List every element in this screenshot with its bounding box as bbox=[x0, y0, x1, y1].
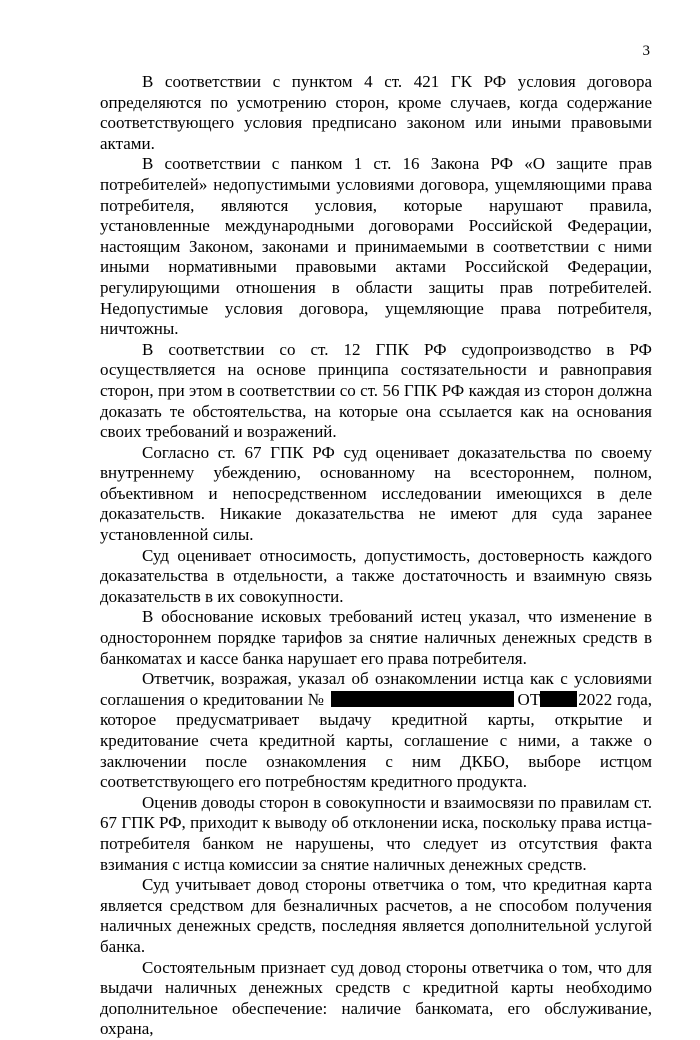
paragraph-consumer-rights-law: В соответствии с панком 1 ст. 16 Закона РФ «О защите прав потребителей» недопустимыми условиями договора, ущемляющими права потребителя, являются условия, которые нарушают правила, установленные международными договорами Российской Федерации, настоящим Законом, законами и принимаемыми в соответствии с ними иными нормативными правовыми актами Российской Федерации, регулирующими отношения в области защиты прав потребителей. Недопустимые условия договора, ущемляющие права потребителя, ничтожны. bbox=[100, 154, 652, 339]
defendant-objection-text: Ответчик, возражая, указал об ознакомлении истца как с условиями соглашения о кредитовании № bbox=[100, 669, 652, 709]
redacted-agreement-number bbox=[331, 691, 514, 707]
paragraph-defendant-objection bbox=[100, 669, 652, 793]
paragraph-adversarial-principle: В соответствии со ст. 12 ГПК РФ судопроизводство в РФ осуществляется на основе принципа состязательности и равноправия сторон, при этом в соответствии со ст. 56 ГПК РФ каждая из сторон должна доказать те обстоятельства, на которые она ссылается как на основания своих требований и возражений. bbox=[100, 339, 652, 442]
date-prefix-text: ОТ bbox=[517, 689, 541, 709]
page-number: 3 bbox=[642, 43, 650, 59]
paragraph-evidence-assessment: Согласно ст. 67 ГПК РФ суд оценивает доказательства по своему внутреннему убеждению, основанному на всестороннем, полном, объективном и непосредственном исследовании имеющихся в деле доказательств. Никакие доказательства не имеют для суда заранее установленной силы. bbox=[100, 442, 652, 545]
paragraph-contract-terms: В соответствии с пунктом 4 ст. 421 ГК РФ условия договора определяются по усмотрению сторон, кроме случаев, когда содержание соответствующего условия предписано законом или иными правовыми актами. bbox=[100, 72, 652, 153]
paragraph-credit-card-purpose: Суд учитывает довод стороны ответчика о том, что кредитная карта является средством для безналичных расчетов, а не способом получения наличных денежных средств, последняя является дополнительной услугой банка. bbox=[100, 875, 652, 956]
document-body bbox=[100, 72, 652, 1040]
defendant-objection-continuation: 2022 года, которое предусматривает выдачу кредитной карты, открытие и кредитование счета кредитной карты, соглашение с ними, а также о заключении после ознакомления с ним ДКБО, выборе истцом соответствующего его потребностям кредитного продукта. bbox=[100, 689, 652, 792]
paragraph-plaintiff-claims: В обоснование исковых требований истец указал, что изменение в одностороннем порядке тарифов за снятие наличных денежных средств в банкоматах и кассе банка нарушает его права потребителя. bbox=[100, 607, 652, 668]
paragraph-cash-withdrawal-costs: Состоятельным признает суд довод стороны ответчика о том, что для выдачи наличных денежных средств с кредитной карты необходимо дополнительное обеспечение: наличие банкомата, его обслуживание, охрана, bbox=[100, 957, 652, 1039]
paragraph-evidence-relevance: Суд оценивает относимость, допустимость, достоверность каждого доказательства в отдельности, а также достаточность и взаимную связь доказательств в их совокупности. bbox=[100, 545, 652, 606]
redacted-date bbox=[540, 691, 577, 707]
paragraph-court-conclusion: Оценив доводы сторон в совокупности и взаимосвязи по правилам ст. 67 ГПК РФ, приходит к выводу об отклонении иска, поскольку права истца-потребителя банком не нарушены, что следует из отсутствия факта взимания с истца комиссии за снятие наличных денежных средств. bbox=[100, 792, 652, 874]
